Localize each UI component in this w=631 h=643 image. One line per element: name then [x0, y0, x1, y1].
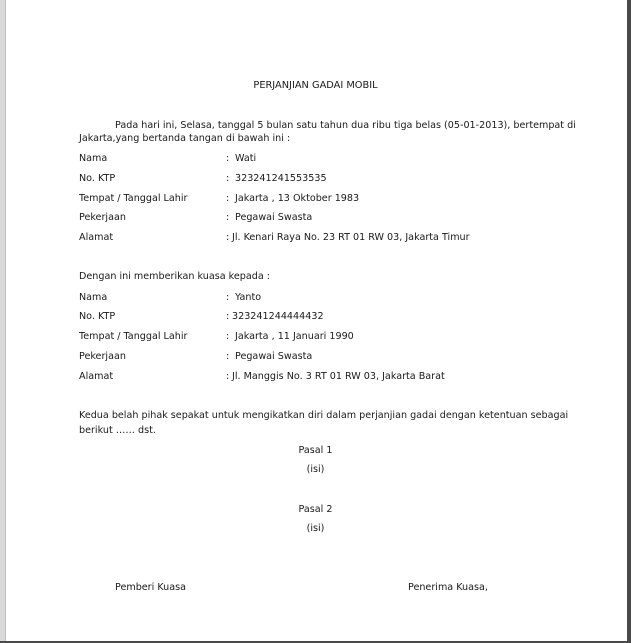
pasal1-title: Pasal 1: [298, 445, 333, 456]
party1-name-label: Nama: [79, 153, 108, 164]
party2-ktp-value: 323241244444432: [232, 311, 324, 322]
opening-paragraph-line1: Pada hari ini, Selasa, tanggal 5 bulan satu tahun dua ribu tiga belas (05-01-2013), bertempat di: [115, 120, 576, 131]
party1-address-value: Jl. Kenari Raya No. 23 RT 01 RW 03, Jakarta Timur: [232, 232, 470, 243]
party2-ktp-label: No. KTP: [79, 311, 116, 322]
pasal2-title: Pasal 2: [298, 504, 333, 515]
party1-job-label: Pekerjaan: [79, 212, 126, 223]
opening-paragraph-line2: Jakarta,yang bertanda tangan di bawah ini :: [79, 133, 291, 144]
pasal2-body: (isi): [306, 523, 325, 534]
kuasa-intro: Dengan ini memberikan kuasa kepada :: [79, 271, 271, 282]
party1-ktp-colon: :: [226, 173, 230, 184]
party2-job-label: Pekerjaan: [79, 351, 126, 362]
party1-job-value: Pegawai Swasta: [235, 212, 313, 223]
party2-address-label: Alamat: [79, 371, 114, 382]
party1-ktp-value: 323241241553535: [235, 173, 327, 184]
document-title: PERJANJIAN GADAI MOBIL: [253, 80, 378, 91]
signature-penerima-kuasa: Penerima Kuasa,: [408, 582, 488, 593]
party2-address-value: Jl. Manggis No. 3 RT 01 RW 03, Jakarta Barat: [232, 371, 445, 382]
party1-job-colon: :: [226, 212, 230, 223]
party1-birth-colon: :: [226, 193, 230, 204]
party1-address-label: Alamat: [79, 232, 114, 243]
party2-job-value: Pegawai Swasta: [235, 351, 313, 362]
party2-birth-colon: :: [226, 331, 230, 342]
party1-ktp-label: No. KTP: [79, 173, 116, 184]
agreement-line1: Kedua belah pihak sepakat untuk mengikatkan diri dalam perjanjian gadai dengan ketentuan sebagai: [79, 410, 569, 421]
agreement-line2: berikut …… dst.: [79, 425, 156, 436]
party1-birth-value: Jakarta , 13 Oktober 1983: [235, 193, 360, 204]
page-frame-right: [627, 0, 631, 643]
signature-pemberi-kuasa: Pemberi Kuasa: [115, 582, 186, 593]
party2-name-value: Yanto: [235, 292, 262, 303]
party2-address-colon: :: [226, 371, 230, 382]
party2-job-colon: :: [226, 351, 230, 362]
party1-name-value: Wati: [235, 153, 257, 164]
party2-birth-label: Tempat / Tanggal Lahir: [79, 331, 188, 342]
page-frame-left: [0, 0, 6, 643]
party1-address-colon: :: [226, 232, 230, 243]
party2-ktp-colon: :: [226, 311, 230, 322]
party2-name-colon: :: [226, 292, 230, 303]
pasal1-body: (isi): [306, 464, 325, 475]
party1-name-colon: :: [226, 153, 230, 164]
party1-birth-label: Tempat / Tanggal Lahir: [79, 193, 188, 204]
party2-birth-value: Jakarta , 11 Januari 1990: [235, 331, 354, 342]
party2-name-label: Nama: [79, 292, 108, 303]
